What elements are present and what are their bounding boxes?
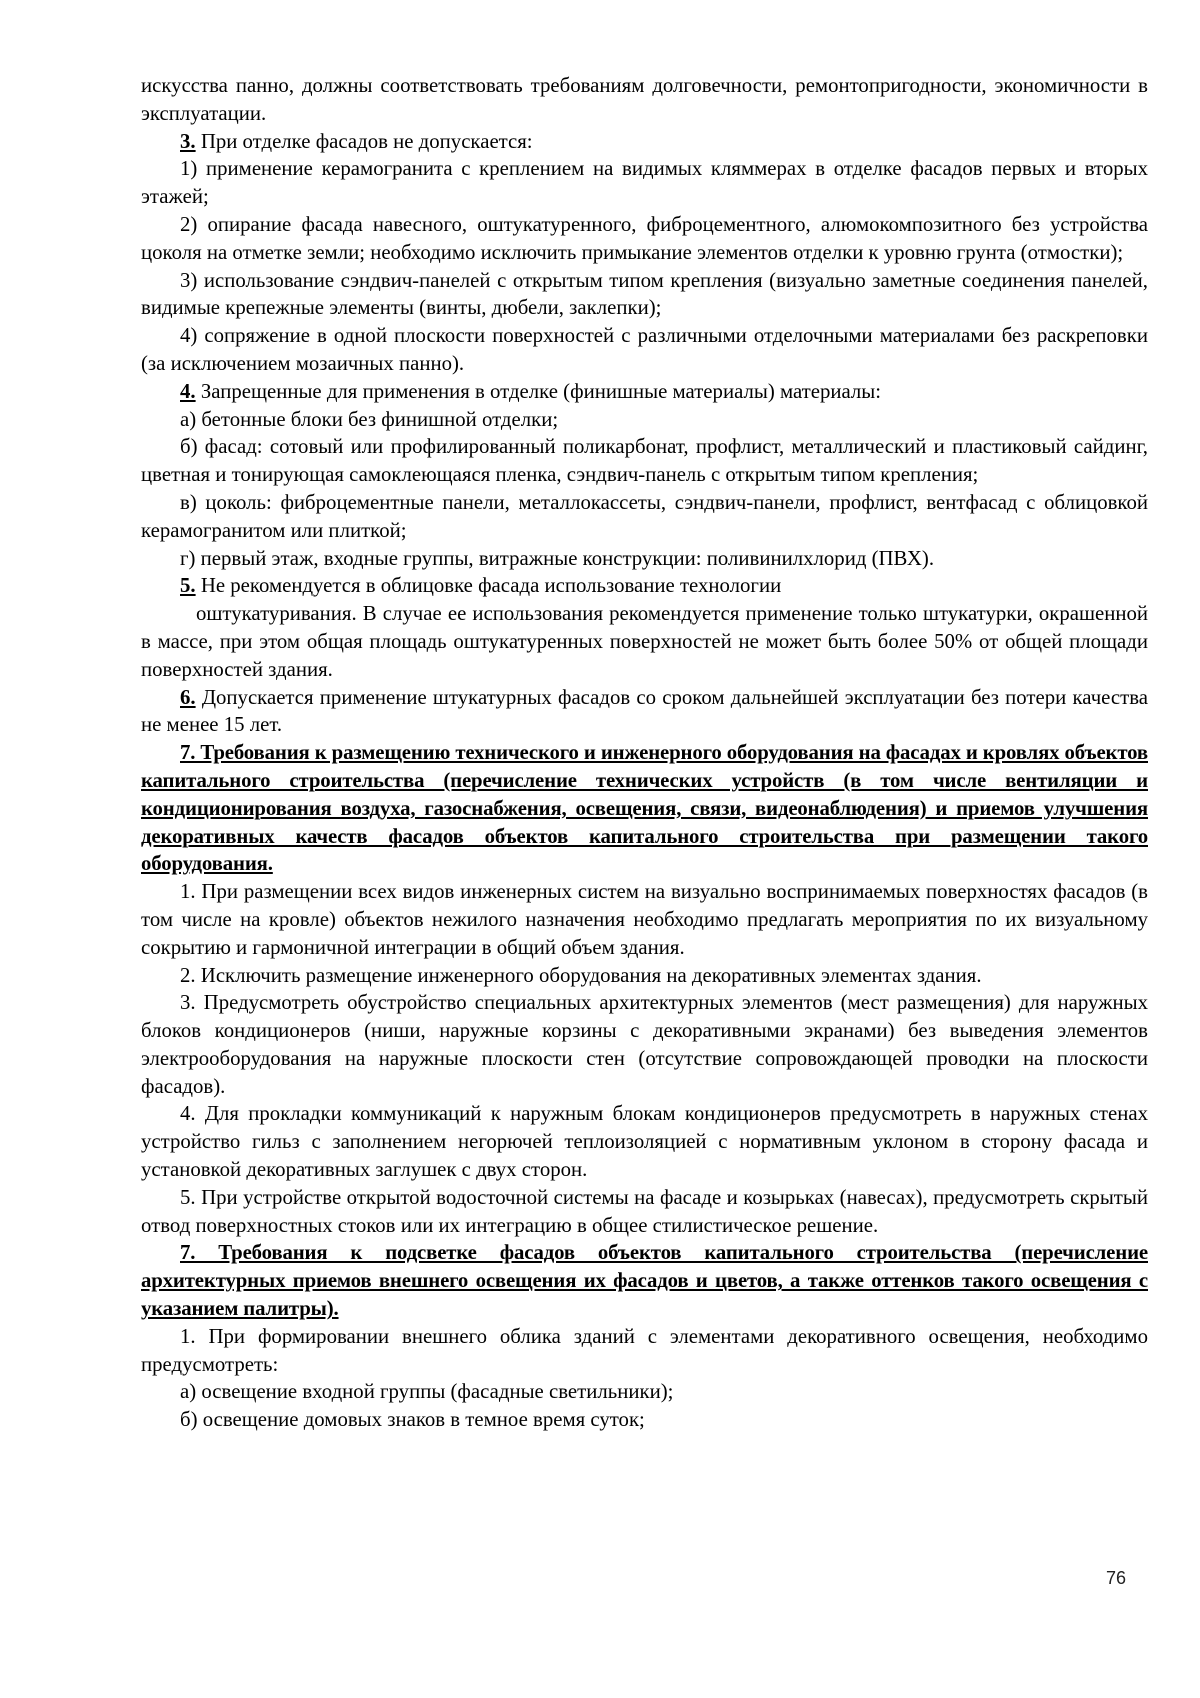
section-4-title [141,378,1148,406]
section-4-item: а) бетонные блоки без финишной отделки; [180,407,559,431]
section-4-item: г) первый этаж, входные группы, витражные конструкции: поливинилхлорид (ПВХ). [180,546,935,570]
section-7-lighting-item: а) освещение входной группы (фасадные светильники); [180,1380,674,1404]
section-3-item: 3) использование сэндвич-панелей с открытым типом крепления (визуально заметные соединения панелей, видимые крепежные элементы (винты, дюбели, заклепки); [141,268,1148,320]
section-7-equipment-item: 1. При размещении всех видов инженерных систем на визуально воспринимаемых поверхностях фасадов (в том числе на кровле) объектов нежилого назначения необходимо предлагать мероприятия по их визуальному сокрытию и гармоничной интеграции в общий объем здания. [141,880,1148,959]
intro-paragraph: искусства панно, должны соответствовать требованиям долговечности, ремонтопригодности, экономичности в эксплуатации. [141,74,1148,125]
section-6-number: 6. [180,685,196,709]
section-7-equipment-item: 4. Для прокладки коммуникаций к наружным блокам кондиционеров предусмотреть в наружных стенах устройство гильз с заполнением негорючей теплоизоляцией с нормативным уклоном в сторону фасада и установкой декоративных заглушек с двух сторон. [141,1102,1148,1182]
section-6-paragraph [141,684,1148,740]
section-3-number: 3. [180,129,196,153]
section-3-title [141,128,1148,156]
section-7-lighting-item: 1. При формировании внешнего облика зданий с элементами декоративного освещения, необходимо предусмотреть: [141,1324,1148,1376]
section-7-equipment-item: 3. Предусмотреть обустройство специальных архитектурных элементов (мест размещения) для наружных блоков кондиционеров (ниши, наружные корзины с декоративными экранами) без выведения элементов электрооборудования на наружные плоскости стен (отсутствие сопровождающей проводки на плоскости фасадов). [141,991,1148,1098]
section-4-title-text: Запрещенные для применения в отделке (финишные материалы) материалы: [200,379,882,403]
section-7-equipment-heading: 7. Требования к размещению технического и инженерного оборудования на фасадах и кровлях объектов капитального строительства (перечисление технических устройств (в том числе вентиляции и кондиционирования воздуха, газоснабжения, освещения, связи, видеонаблюдения) и приемов улучшения декоративных качеств фасадов объектов капитального строительства при размещении такого оборудования. [141,741,1148,876]
section-7-lighting-heading: 7. Требования к подсветке фасадов объектов капитального строительства (перечисление архитектурных приемов внешнего освещения их фасадов и цветов, а также оттенков такого освещения с указанием палитры). [141,1241,1148,1321]
section-7-equipment-item: 5. При устройстве открытой водосточной системы на фасаде и козырьках (навесах), предусмотреть скрытый отвод поверхностных стоков или их интеграцию в общее стилистическое решение. [141,1185,1148,1237]
section-3-item: 2) опирание фасада навесного, оштукатуренного, фиброцементного, алюмокомпозитного без устройства цоколя на отметке земли; необходимо исключить примыкание элементов отделки к уровню грунта (отмостки); [141,212,1148,264]
section-6-text: Допускается применение штукатурных фасадов со сроком дальнейшей эксплуатации без потери качества не менее 15 лет. [141,685,1148,737]
section-3-title-text: При отделке фасадов не допускается: [200,129,533,153]
section-3-item: 4) сопряжение в одной плоскости поверхностей с различными отделочными материалами без раскреповки (за исключением мозаичных панно). [141,324,1148,375]
section-7-equipment-item: 2. Исключить размещение инженерного оборудования на декоративных элементах здания. [180,963,982,987]
section-4-item: б) фасад: сотовый или профилированный поликарбонат, профлист, металлический и пластиковый сайдинг, цветная и тонирующая самоклеющаяся пленка, сэндвич-панель с открытым типом крепления; [141,435,1148,487]
section-4-item: в) цоколь: фиброцементные панели, металлокассеты, сэндвич-панели, профлист, вентфасад с облицовкой керамогранитом или плиткой; [141,490,1148,542]
section-5-title-text: Не рекомендуется в облицовке фасада использование технологии [200,574,782,598]
page-number: 76 [1106,1568,1127,1588]
section-3-item: 1) применение керамогранита с креплением на видимых кляммерах в отделке фасадов первых и вторых этажей; [141,157,1148,209]
section-4-number: 4. [180,379,196,403]
section-5-number: 5. [180,574,196,598]
document-body [141,72,1148,1434]
section-5-title [141,572,1148,600]
section-5-continuation: оштукатуривания. В случае ее использования рекомендуется применение только штукатурки, окрашенной в массе, при этом общая площадь оштукатуренных поверхностей не может быть более 50% от общей площади поверхностей здания. [141,602,1148,681]
section-7-lighting-item: б) освещение домовых знаков в темное время суток; [180,1408,645,1432]
